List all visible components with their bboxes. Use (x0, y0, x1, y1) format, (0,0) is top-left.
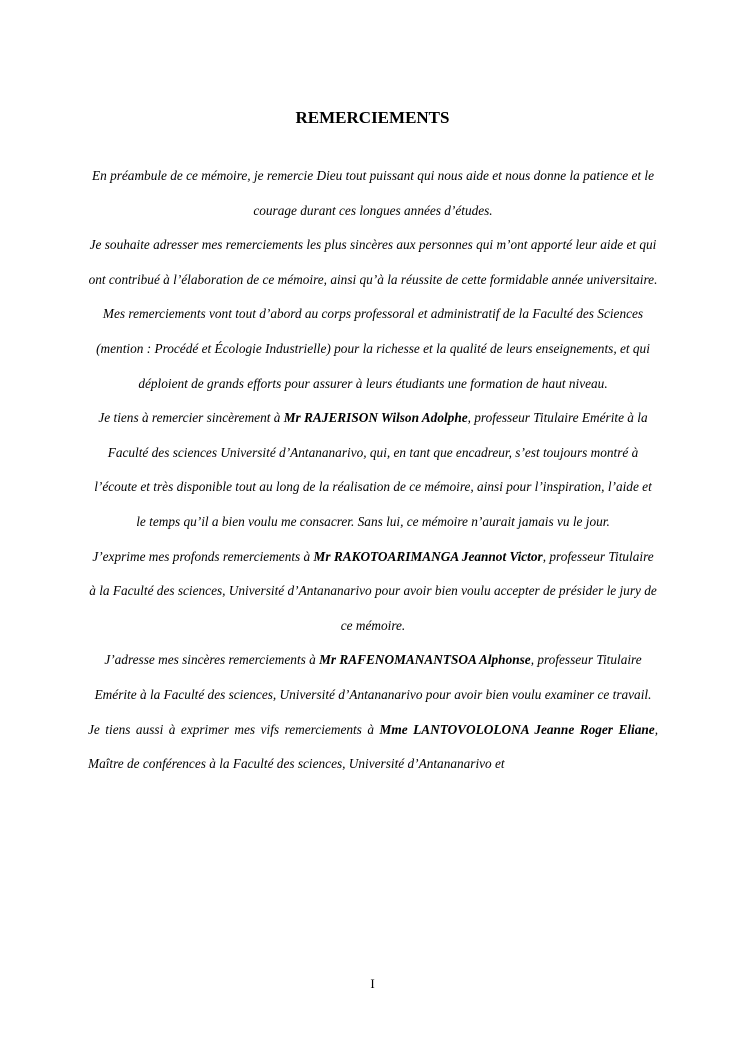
paragraph-thanks-lecturer (88, 713, 658, 782)
paragraph-thanks-supervisor (88, 401, 658, 539)
person-name: Mr RAFENOMANANTSOA Alphonse (319, 652, 531, 668)
person-name: Mr RAJERISON Wilson Adolphe (283, 410, 468, 426)
paragraph-text: Je tiens aussi à exprimer mes vifs remerciements à (88, 721, 380, 737)
paragraph-text: , professeur Titulaire à la Faculté des sciences, Université d’Antananarivo pour avoir bien voulu accepter de présider le jury de ce mémoire. (89, 548, 657, 633)
acknowledgements-body (88, 159, 658, 782)
paragraph-text: J’exprime mes profonds remerciements à (92, 548, 314, 564)
paragraph-thanks-jury-president (88, 540, 658, 644)
paragraph-thanks-faculty: Mes remerciements vont tout d’abord au corps professoral et administratif de la Faculté des Sciences (mention : Procédé et Écologie Industrielle) pour la richesse et la qualité de leurs enseignements, et qui déploient de grands efforts pour assurer à leurs étudiants une formation de haut niveau. (96, 306, 650, 391)
paragraph-text: J’adresse mes sincères remerciements à (104, 652, 320, 668)
page-title: REMERCIEMENTS (295, 108, 450, 127)
page-number: I (370, 976, 375, 991)
paragraph-text: , professeur Titulaire Emérite à la Faculté des sciences, Université d’Antananarivo pour avoir bien voulu examiner ce travail. (94, 652, 652, 702)
paragraph-thanks-contributors: Je souhaite adresser mes remerciements les plus sincères aux personnes qui m’ont apporté leur aide et qui ont contribué à l’élaboration de ce mémoire, ainsi qu’à la réussite de cette formidable année universitaire. (88, 237, 658, 287)
paragraph-preamble: En préambule de ce mémoire, je remercie Dieu tout puissant qui nous aide et nous donne la patience et le courage durant ces longues années d’études. (91, 168, 655, 218)
paragraph-text: , Maître de conférences à la Faculté des sciences, Université d’Antananarivo et (88, 721, 659, 772)
paragraph-thanks-examiner (88, 643, 658, 712)
person-name: Mme LANTOVOLOLONA Jeanne Roger Eliane (379, 721, 655, 737)
paragraph-text: Je tiens à remercier sincèrement à (98, 410, 284, 426)
person-name: Mr RAKOTOARIMANGA Jeannot Victor (313, 548, 543, 564)
paragraph-text: , professeur Titulaire Emérite à la Faculté des sciences Université d’Antananarivo, qui, en tant que encadreur, s’est toujours montré à l’écoute et très disponible tout au long de la réalisation de ce mémoire, ainsi pour l’inspiration, l’aide et le temps qu’il a bien voulu me consacrer. Sans lui, ce mémoire n’aurait jamais vu le jour. (94, 410, 652, 529)
